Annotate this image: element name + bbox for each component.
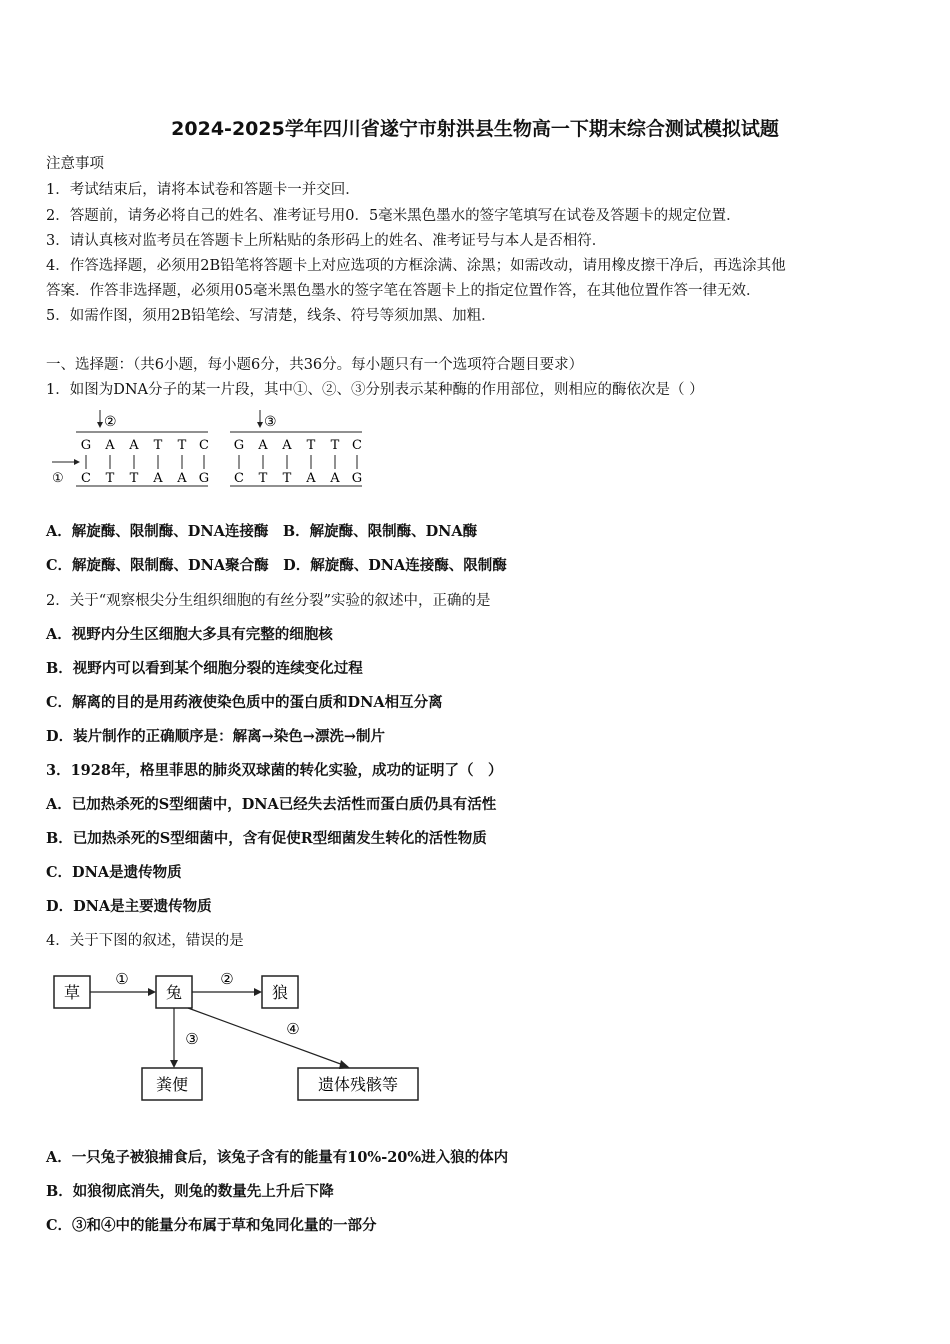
base: A (153, 471, 163, 486)
notice-item: 2．答题前，请务必将自己的姓名、准考证号用0．5毫米黑色墨水的签字笔填写在试卷及答题卡的规定位置． (46, 208, 741, 224)
q4-option: B．如狼彻底消失，则兔的数量先上升后下降 (46, 1183, 334, 1200)
question-4-stem: 4．关于下图的叙述，错误的是 (46, 933, 244, 949)
arrow-label-2: ② (220, 970, 234, 988)
node-grass: 草 (63, 983, 81, 1002)
node-wolf: 狼 (271, 983, 289, 1002)
base: T (153, 438, 163, 453)
q1-option-row: A．解旋酶、限制酶、DNA连接酶 B．解旋酶、限制酶、DNA酶 (46, 523, 478, 540)
base: A (105, 438, 115, 453)
notice-item: 4．作答选择题，必须用2B铅笔将答题卡上对应选项的方框涂满、涂黑；如需改动，请用橡皮擦干净后，再选涂其他 (46, 258, 786, 274)
base: T (258, 471, 268, 486)
base: T (330, 438, 340, 453)
base: A (177, 471, 187, 486)
q4-option: C．③和④中的能量分布属于草和兔同化量的一部分 (46, 1217, 377, 1234)
notice-item: 3．请认真核对监考员在答题卡上所粘贴的条形码上的姓名、准考证号与本人是否相符． (46, 233, 607, 249)
base: G (198, 471, 210, 486)
mark-2: ② (104, 414, 117, 430)
q2-option: A．视野内分生区细胞大多具有完整的细胞核 (46, 626, 333, 643)
question-3-stem: 3．1928年，格里菲思的肺炎双球菌的转化实验，成功的证明了（ ） (46, 762, 503, 779)
arrow-label-4: ④ (286, 1020, 300, 1038)
base: G (351, 471, 363, 486)
q3-option: D．DNA是主要遗传物质 (46, 898, 212, 915)
notice-item: 答案．作答非选择题，必须用05毫米黑色墨水的签字笔在答题卡上的指定位置作答，在其他位置作答一律无效． (46, 283, 761, 299)
base: T (177, 438, 187, 453)
notice-heading: 注意事项 (46, 156, 104, 172)
energy-flow-diagram (50, 962, 430, 1112)
q3-option: A．已加热杀死的S型细菌中，DNA已经失去活性而蛋白质仍具有活性 (46, 796, 497, 813)
section-heading: 一、选择题：（共6小题，每小题6分，共36分。每小题只有一个选项符合题目要求） (46, 357, 584, 373)
node-feces: 粪便 (155, 1075, 189, 1094)
arrow-label-3: ③ (185, 1030, 199, 1048)
notice-item: 1．考试结束后，请将本试卷和答题卡一并交回． (46, 182, 360, 198)
base: T (306, 438, 316, 453)
q1-option-row: C．解旋酶、限制酶、DNA聚合酶 D．解旋酶、DNA连接酶、限制酶 (46, 557, 507, 574)
base: A (129, 438, 139, 453)
question-2-stem: 2．关于“观察根尖分生组织细胞的有丝分裂”实验的叙述中，正确的是 (46, 593, 491, 609)
base: T (282, 471, 292, 486)
base: A (282, 438, 292, 453)
base: C (234, 471, 244, 486)
q3-option: C．DNA是遗传物质 (46, 864, 182, 881)
node-remains: 遗体残骸等 (317, 1075, 399, 1094)
arrow-label-1: ① (115, 970, 129, 988)
base: A (306, 471, 316, 486)
q2-option: D．装片制作的正确顺序是：解离→染色→漂洗→制片 (46, 728, 386, 745)
base: A (258, 438, 268, 453)
base: G (233, 438, 245, 453)
base: C (81, 471, 91, 486)
dna-fragment-figure (46, 410, 376, 492)
base: C (199, 438, 209, 453)
notice-item: 5．如需作图，须用2B铅笔绘、写清楚，线条、符号等须加黑、加粗． (46, 308, 496, 324)
q2-option: C．解离的目的是用药液使染色质中的蛋白质和DNA相互分离 (46, 694, 443, 711)
q2-option: B．视野内可以看到某个细胞分裂的连续变化过程 (46, 660, 363, 677)
page-title: 2024-2025学年四川省遂宁市射洪县生物高一下期末综合测试模拟试题 (171, 118, 779, 140)
base: G (80, 438, 92, 453)
base: A (330, 471, 340, 486)
q4-option: A．一只兔子被狼捕食后，该兔子含有的能量有10%-20%进入狼的体内 (46, 1149, 509, 1166)
mark-1: ① (52, 471, 64, 486)
base: T (129, 471, 139, 486)
q3-option: B．已加热杀死的S型细菌中，含有促使R型细菌发生转化的活性物质 (46, 830, 487, 847)
base: C (352, 438, 362, 453)
node-rabbit: 兔 (165, 983, 183, 1002)
base: T (105, 471, 115, 486)
mark-3: ③ (264, 414, 277, 430)
question-1-stem: 1．如图为DNA分子的某一片段，其中①、②、③分别表示某种酶的作用部位，则相应的酶依次是（ ） (46, 382, 704, 398)
